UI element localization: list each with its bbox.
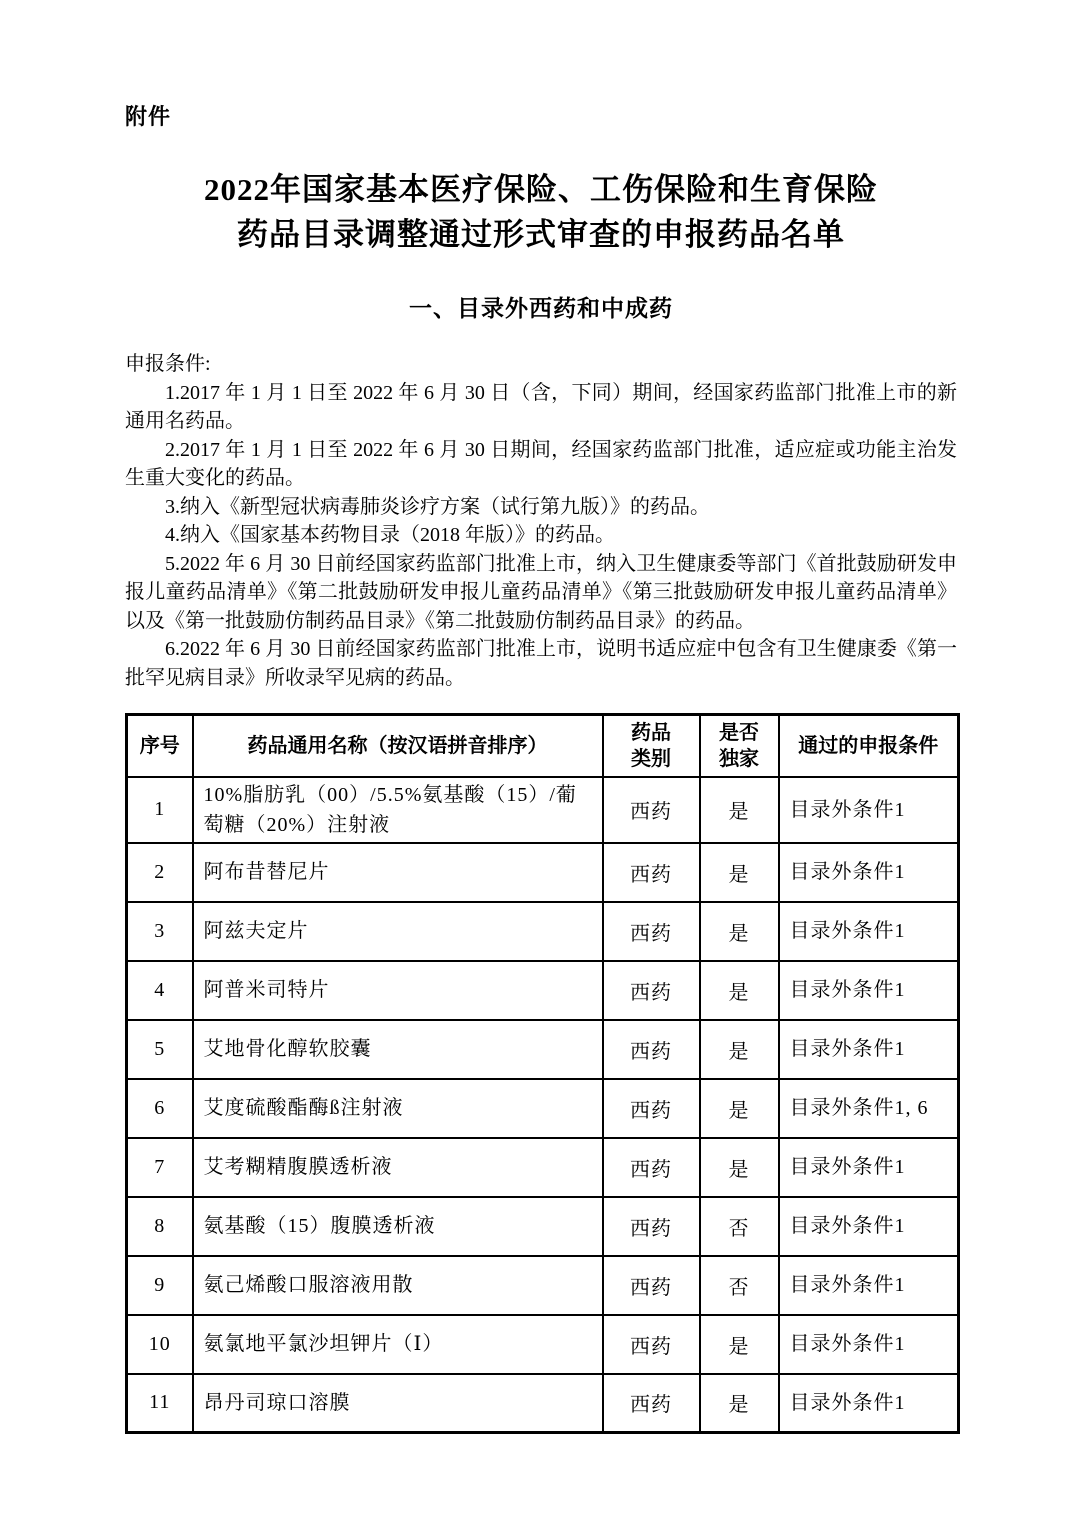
cell-name: 阿布昔替尼片 <box>193 843 603 902</box>
col-header-category-line1: 药品 <box>631 721 671 744</box>
cell-category: 西药 <box>603 1256 700 1315</box>
condition-item-5: 5.2022 年 6 月 30 日前经国家药监部门批准上市，纳入卫生健康委等部门《首批鼓励研发申报儿童药品清单》《第二批鼓励研发申报儿童药品清单》《第三批鼓励研发申报儿童药品清单》以及《第一批鼓励仿制药品目录》《第二批鼓励仿制药品目录》的药品。 <box>125 552 957 632</box>
col-header-category-line2: 类别 <box>631 747 671 770</box>
cell-category: 西药 <box>603 1374 700 1433</box>
cell-name: 艾度硫酸酯酶ß注射液 <box>193 1079 603 1138</box>
cell-exclusive: 是 <box>700 1315 779 1374</box>
cell-condition: 目录外条件1 <box>779 777 959 843</box>
cell-condition: 目录外条件1 <box>779 843 959 902</box>
table-row <box>127 1256 959 1315</box>
title-line-1: 2022年国家基本医疗保险、工伤保险和生育保险 <box>204 172 878 207</box>
cell-condition: 目录外条件1 <box>779 1020 959 1079</box>
table-row <box>127 961 959 1020</box>
cell-exclusive: 是 <box>700 1138 779 1197</box>
condition-item-1: 1.2017 年 1 月 1 日至 2022 年 6 月 30 日（含，下同）期间，经国家药监部门批准上市的新通用名药品。 <box>125 381 957 432</box>
table-row <box>127 843 959 902</box>
cell-condition: 目录外条件1 <box>779 961 959 1020</box>
table-row <box>127 777 959 843</box>
cell-category: 西药 <box>603 1020 700 1079</box>
cell-no: 5 <box>127 1020 193 1079</box>
col-header-exclusive <box>700 715 779 777</box>
cell-exclusive: 是 <box>700 1020 779 1079</box>
cell-condition: 目录外条件1 <box>779 1374 959 1433</box>
cell-exclusive: 是 <box>700 1374 779 1433</box>
col-header-exclusive-line2: 独家 <box>719 747 759 770</box>
cell-condition: 目录外条件1 <box>779 902 959 961</box>
cell-no: 7 <box>127 1138 193 1197</box>
cell-no: 11 <box>127 1374 193 1433</box>
cell-category: 西药 <box>603 902 700 961</box>
col-header-name: 药品通用名称（按汉语拼音排序） <box>193 715 603 777</box>
cell-name: 氨基酸（15）腹膜透析液 <box>193 1197 603 1256</box>
table-row <box>127 1138 959 1197</box>
cell-category: 西药 <box>603 1079 700 1138</box>
condition-item-2: 2.2017 年 1 月 1 日至 2022 年 6 月 30 日期间，经国家药监部门批准，适应症或功能主治发生重大变化的药品。 <box>125 438 957 489</box>
cell-no: 9 <box>127 1256 193 1315</box>
conditions-title: 申报条件: <box>125 353 211 375</box>
cell-condition: 目录外条件1 <box>779 1197 959 1256</box>
table-row <box>127 1197 959 1256</box>
col-header-condition: 通过的申报条件 <box>779 715 959 777</box>
cell-category: 西药 <box>603 1197 700 1256</box>
title-line-2: 药品目录调整通过形式审查的申报药品名单 <box>237 217 845 252</box>
drug-table <box>125 713 960 1434</box>
table-row <box>127 1020 959 1079</box>
col-header-exclusive-line1: 是否 <box>719 721 759 744</box>
cell-exclusive: 是 <box>700 961 779 1020</box>
cell-no: 8 <box>127 1197 193 1256</box>
cell-no: 6 <box>127 1079 193 1138</box>
cell-name: 阿兹夫定片 <box>193 902 603 961</box>
col-header-no: 序号 <box>127 715 193 777</box>
cell-no: 3 <box>127 902 193 961</box>
header-row <box>127 715 959 777</box>
condition-item-3: 3.纳入《新型冠状病毒肺炎诊疗方案（试行第九版）》的药品。 <box>165 495 710 518</box>
condition-item-6: 6.2022 年 6 月 30 日前经国家药监部门批准上市，说明书适应症中包含有卫生健康委《第一批罕见病目录》所收录罕见病的药品。 <box>125 638 957 689</box>
section-heading: 一、目录外西药和中成药 <box>409 295 673 321</box>
table-row <box>127 1079 959 1138</box>
cell-category: 西药 <box>603 1315 700 1374</box>
document-title <box>125 167 957 257</box>
cell-category: 西药 <box>603 777 700 843</box>
cell-name: 10%脂肪乳（00）/5.5%氨基酸（15）/葡萄糖（20%）注射液 <box>193 777 603 843</box>
drug-table-header <box>127 715 959 777</box>
cell-exclusive: 否 <box>700 1256 779 1315</box>
cell-condition: 目录外条件1 <box>779 1315 959 1374</box>
cell-no: 4 <box>127 961 193 1020</box>
cell-exclusive: 是 <box>700 1079 779 1138</box>
drug-table-body <box>127 777 959 1433</box>
table-row <box>127 1374 959 1433</box>
cell-exclusive: 否 <box>700 1197 779 1256</box>
col-header-category <box>603 715 700 777</box>
cell-exclusive: 是 <box>700 843 779 902</box>
cell-name: 阿普米司特片 <box>193 961 603 1020</box>
attachment-label: 附件 <box>125 104 172 129</box>
cell-name: 艾地骨化醇软胶囊 <box>193 1020 603 1079</box>
cell-condition: 目录外条件1 <box>779 1138 959 1197</box>
cell-name: 昂丹司琼口溶膜 <box>193 1374 603 1433</box>
cell-no: 10 <box>127 1315 193 1374</box>
cell-exclusive: 是 <box>700 902 779 961</box>
cell-condition: 目录外条件1, 6 <box>779 1079 959 1138</box>
cell-name: 艾考糊精腹膜透析液 <box>193 1138 603 1197</box>
cell-condition: 目录外条件1 <box>779 1256 959 1315</box>
cell-name: 氨氯地平氯沙坦钾片（Ⅰ） <box>193 1315 603 1374</box>
cell-no: 2 <box>127 843 193 902</box>
cell-no: 1 <box>127 777 193 843</box>
condition-item-4: 4.纳入《国家基本药物目录（2018 年版）》的药品。 <box>165 524 615 546</box>
conditions-block <box>125 350 957 692</box>
cell-name: 氨己烯酸口服溶液用散 <box>193 1256 603 1315</box>
cell-category: 西药 <box>603 1138 700 1197</box>
cell-exclusive: 是 <box>700 777 779 843</box>
table-row <box>127 902 959 961</box>
cell-category: 西药 <box>603 843 700 902</box>
table-row <box>127 1315 959 1374</box>
cell-category: 西药 <box>603 961 700 1020</box>
